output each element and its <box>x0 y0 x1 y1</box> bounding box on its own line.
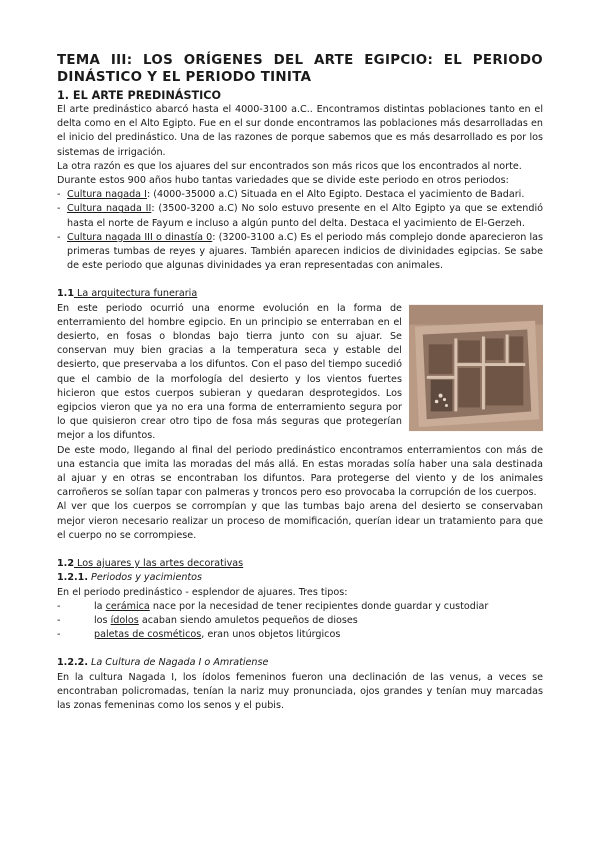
subsection-title: La arquitectura funeraria <box>74 288 198 300</box>
subsection-number: 1.2 <box>57 558 74 570</box>
periods-list <box>57 188 543 273</box>
paragraph: Al ver que los cuerpos se corrompían y que las tumbas bajo arena del desierto se conservaban mejor vieron necesario realizar un proceso de momificación, querían idear un tratamiento para que el cuerpo no se corrompiese. <box>57 501 543 541</box>
list-item: - Cultura nagada III o dinastía 0: (3200-3100 a.C) Es el periodo más complejo donde aparecieron las primeras tumbas de reyes y ajuares. También aparecen indicios de divinidades egipcias. Se sabe de este periodo que algunas divinidades ya eran representadas con animales. <box>57 231 543 272</box>
subsection-heading-ajuares <box>57 557 543 571</box>
list-item: - paletas de cosméticos, eran unos objetos litúrgicos <box>57 629 341 641</box>
ajuar-types-list <box>57 600 543 643</box>
list-item: - los ídolos acaban siendo amuletos pequeños de dioses <box>57 614 358 626</box>
period-text: : (3500-3200 a.C) No solo estuvo presente en el Alto Egipto ya que se extendió hasta el norte de Fayum e incluso a algún punto del delta. Destaca el yacimiento de El-Gerzeh. <box>67 203 544 229</box>
subsubsection-title: Periodos y yacimientos <box>91 572 203 584</box>
paragraph: En el periodo predinástico - esplendor de ajuares. Tres tipos: <box>57 586 348 598</box>
paragraph: En la cultura Nagada I, los ídolos femeninos fueron una declinación de las venus, a veces se encontraban policromadas, tenían la nariz muy pronunciada, ojos grandes y tenían muy marcadas las zonas femeninas como los senos y el pubis. <box>57 671 543 711</box>
subsection-title: Los ajuares y las artes decorativas <box>74 558 244 570</box>
item-term: cerámica <box>105 600 150 612</box>
item-text: acaban siendo amuletos pequeños de dioses <box>138 614 358 626</box>
section-heading-arte-predinastico: 1. EL ARTE PREDINÁSTICO <box>57 89 222 102</box>
subsection-number: 1.1 <box>57 288 74 300</box>
document-title: TEMA III: LOS ORÍGENES DEL ARTE EGIPCIO: EL PERIODO DINÁSTICO Y EL PERIODO TINITA <box>57 53 543 85</box>
subsubsection-number: 1.2.1. <box>57 572 88 584</box>
item-term: ídolos <box>110 614 139 626</box>
list-item: - Cultura nagada II: (3500-3200 a.C) No solo estuvo presente en el Alto Egipto ya que se extendió hasta el norte de Fayum e incluso a algún punto del delta. Destaca el yacimiento de El-Gerzeh. <box>57 203 544 229</box>
paragraph: De este modo, llegando al final del periodo predinástico encontramos enterramientos con más de una estancia que imita las moradas del más allá. En estas moradas solía haber una sala destinada al ajuar y en otras se encontraban los difuntos. Para protegerse del viento y de los animales carroñeros se solían tapar con palmeras y troncos pero eso provocaba la corrupción de los cuerpos. <box>57 444 543 499</box>
item-text: nace por la necesidad de tener recipientes donde guardar y custodiar <box>149 600 489 612</box>
subsubsection-heading-nagada <box>57 656 543 670</box>
list-item: - la cerámica nace por la necesidad de tener recipientes donde guardar y custodiar <box>57 600 489 612</box>
tomb-excavation-photo <box>409 304 543 432</box>
period-name: Cultura nagada I <box>67 189 147 201</box>
subsection-heading-arquitectura <box>57 287 543 301</box>
period-name: Cultura nagada II <box>67 203 152 215</box>
list-item: - Cultura nagada I: (4000-35000 a.C) Situada en el Alto Egipto. Destaca el yacimiento de Badari. <box>57 189 525 201</box>
paragraph: La otra razón es que los ajuares del sur encontrados son más ricos que los encontrados al norte. <box>57 160 522 172</box>
subsubsection-number: 1.2.2. <box>57 657 88 669</box>
paragraph: El arte predinástico abarcó hasta el 4000-3100 a.C.. Encontramos distintas poblaciones tanto en el delta como en el Alto Egipto. Fue en el sur donde encontramos las poblaciones más desarrolladas en el inicio del predinástico. Una de las razones de porque sabemos que es más desarrollado es por los sistemas de irrigación. <box>57 104 543 158</box>
subsubsection-title: La Cultura de Nagada I o Amratiense <box>91 657 269 669</box>
item-prefix: los <box>94 614 111 626</box>
period-text: : (3200-3100 a.C) Es el periodo más complejo donde aparecieron las primeras tumbas de reyes y ajuares. También aparecen indicios de divinidades egipcias. Se sabe de este periodo que algunas divinidades ya eran representadas con animales. <box>67 231 543 272</box>
period-text: : (4000-35000 a.C) Situada en el Alto Egipto. Destaca el yacimiento de Badari. <box>146 189 525 201</box>
paragraph: En este periodo ocurrió una enorme evolución en la forma de enterramiento del hombre egipcio. En un principio se enterraban en el desierto, en fosas o blondas bajo tierra junto con su ajuar. Se conservan muy bien gracias a la temperatura seca y estable del desierto, que preservaba a los difuntos. Con el paso del tiempo sucedió que el cambio de la morfología del desierto y los vientos fuertes hicieron que estos cuerpos subieran y quedaran desprotegidos. Los egipcios vieron que ya no era una forma de enterramiento segura por lo que quisieron crear otro tipo de fosa más seguras que protegerían mejor a los difuntos. <box>57 302 402 442</box>
subsubsection-heading-periodos <box>57 571 543 585</box>
text-with-figure <box>57 302 543 444</box>
item-text: , eran unos objetos litúrgicos <box>201 629 341 641</box>
item-prefix: la <box>94 600 106 612</box>
period-name: Cultura nagada III o dinastía 0 <box>67 231 213 243</box>
paragraph: Durante estos 900 años hubo tantas variedades que se divide este periodo en otros periodos: <box>57 175 509 187</box>
item-term: paletas de cosméticos <box>94 629 202 641</box>
